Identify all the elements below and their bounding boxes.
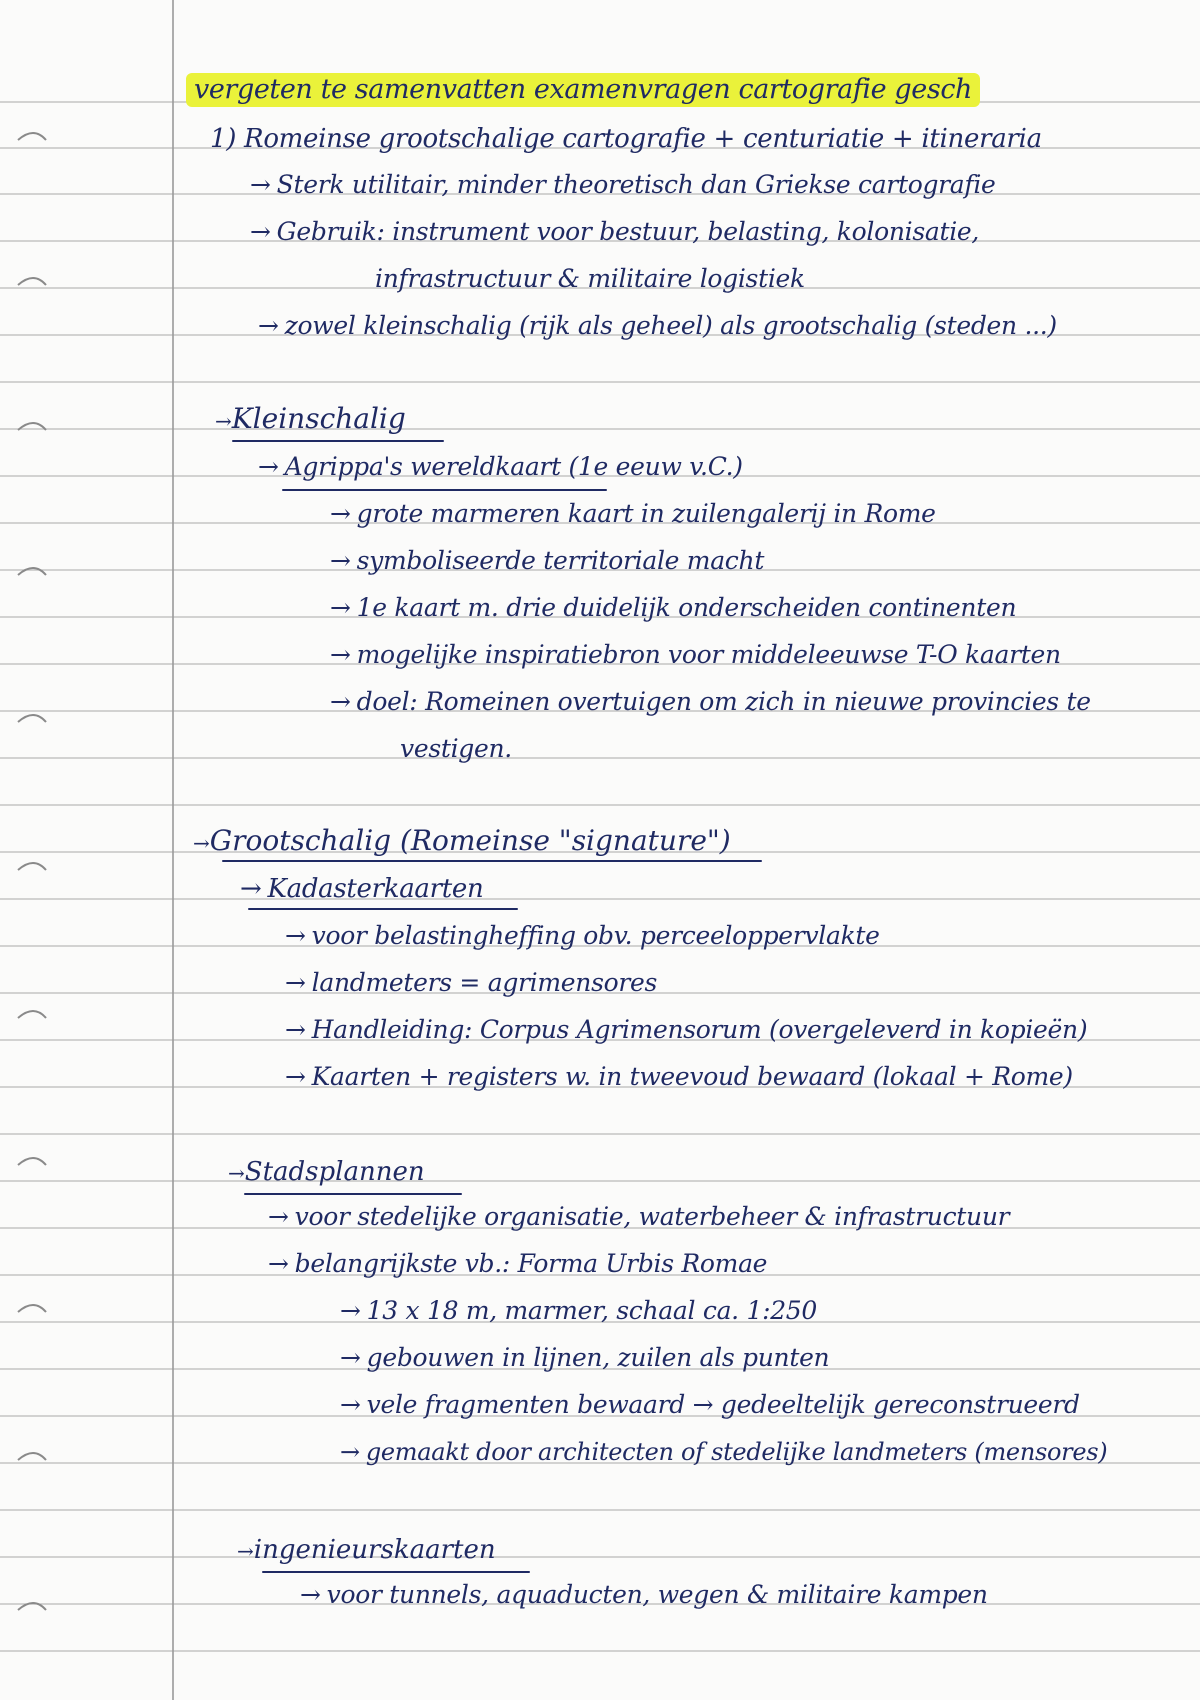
subheading-underline — [248, 908, 518, 910]
list-item: → voor stedelijke organisatie, waterbeheer & infrastructuur — [268, 1202, 1010, 1231]
list-item: → 1e kaart m. drie duidelijk onderscheiden continenten — [330, 593, 1017, 622]
list-item: → symboliseerde territoriale macht — [330, 546, 765, 575]
intro-heading — [210, 124, 1042, 154]
subheading-underline — [244, 1193, 462, 1195]
subheading-kadaster: → Kadasterkaarten — [240, 874, 484, 904]
subheading-underline — [282, 489, 607, 491]
intro-point: → Sterk utilitair, minder theoretisch dan Griekse cartografie — [250, 170, 996, 199]
arrow-icon: → — [340, 1296, 361, 1325]
arrow-icon: → — [258, 452, 279, 481]
arrow-icon: → — [330, 593, 351, 622]
page-title: vergeten te samenvatten examenvragen cartografie gesch — [186, 73, 980, 107]
arrow-icon: → — [330, 687, 351, 716]
subheading-underline — [262, 1571, 530, 1573]
arrow-icon: → — [330, 640, 351, 669]
arrow-icon: → — [340, 1438, 360, 1466]
binding-holes — [0, 0, 80, 1700]
list-item: → landmeters = agrimensores — [285, 968, 658, 997]
list-item-nested: → gemaakt door architecten of stedelijke landmeters (mensores) — [340, 1438, 1108, 1466]
list-item: → Kaarten + registers w. in tweevoud bewaard (lokaal + Rome) — [285, 1062, 1073, 1091]
arrow-icon: → — [215, 409, 232, 433]
list-item: → doel: Romeinen overtuigen om zich in nieuwe provincies te — [330, 687, 1091, 716]
list-item-nested: → vele fragmenten bewaard → gedeeltelijk gereconstrueerd — [340, 1390, 1080, 1419]
arrow-icon: → — [340, 1390, 361, 1419]
list-item-nested: → gebouwen in lijnen, zuilen als punten — [340, 1343, 830, 1372]
intro-heading-text: 1) Romeinse grootschalige cartografie + centuriatie + itineraria — [210, 124, 1042, 154]
arrow-icon: → — [340, 1343, 361, 1372]
list-item-continued: vestigen. — [400, 734, 512, 763]
arrow-icon: → — [250, 217, 271, 246]
margin-line — [172, 0, 174, 1700]
arrow-icon: → — [285, 1062, 306, 1091]
arrow-icon: → — [228, 1161, 245, 1185]
subheading-ingenieurskaarten: →ingenieurskaarten — [237, 1535, 496, 1565]
list-item: → voor tunnels, aquaducten, wegen & militaire kampen — [300, 1580, 988, 1609]
arrow-icon: → — [268, 1249, 289, 1278]
arrow-icon: → — [330, 499, 351, 528]
arrow-icon: → — [285, 921, 306, 950]
list-item: → grote marmeren kaart in zuilengalerij in Rome — [330, 499, 936, 528]
arrow-icon: → — [285, 968, 306, 997]
arrow-icon: → — [240, 874, 262, 904]
intro-point: → zowel kleinschalig (rijk als geheel) als grootschalig (steden ...) — [258, 311, 1057, 340]
list-item-nested: → 13 x 18 m, marmer, schaal ca. 1:250 — [340, 1296, 818, 1325]
intro-point: → Gebruik: instrument voor bestuur, belasting, kolonisatie, — [250, 217, 980, 246]
subheading-stadsplannen: →Stadsplannen — [228, 1157, 425, 1187]
heading-underline — [232, 440, 444, 442]
intro-point-continued: infrastructuur & militaire logistiek — [375, 264, 805, 293]
list-item: → mogelijke inspiratiebron voor middeleeuwse T-O kaarten — [330, 640, 1061, 669]
section-heading-grootschalig: →Grootschalig (Romeinse "signature") — [193, 824, 731, 857]
arrow-icon: → — [268, 1202, 289, 1231]
arrow-icon: → — [258, 311, 279, 340]
section-heading-kleinschalig: →Kleinschalig — [215, 402, 406, 435]
arrow-icon: → — [237, 1539, 254, 1563]
arrow-icon: → — [300, 1580, 321, 1609]
list-item: → Handleiding: Corpus Agrimensorum (overgeleverd in kopieën) — [285, 1015, 1088, 1044]
list-item: → belangrijkste vb.: Forma Urbis Romae — [268, 1249, 768, 1278]
arrow-icon: → — [250, 170, 271, 199]
list-item: → voor belastingheffing obv. perceeloppervlakte — [285, 921, 880, 950]
heading-underline — [222, 860, 762, 862]
arrow-icon: → — [330, 546, 351, 575]
arrow-icon: → — [193, 831, 210, 855]
subheading-agrippa: → Agrippa's wereldkaart (1e eeuw v.C.) — [258, 452, 743, 481]
arrow-icon: → — [285, 1015, 306, 1044]
